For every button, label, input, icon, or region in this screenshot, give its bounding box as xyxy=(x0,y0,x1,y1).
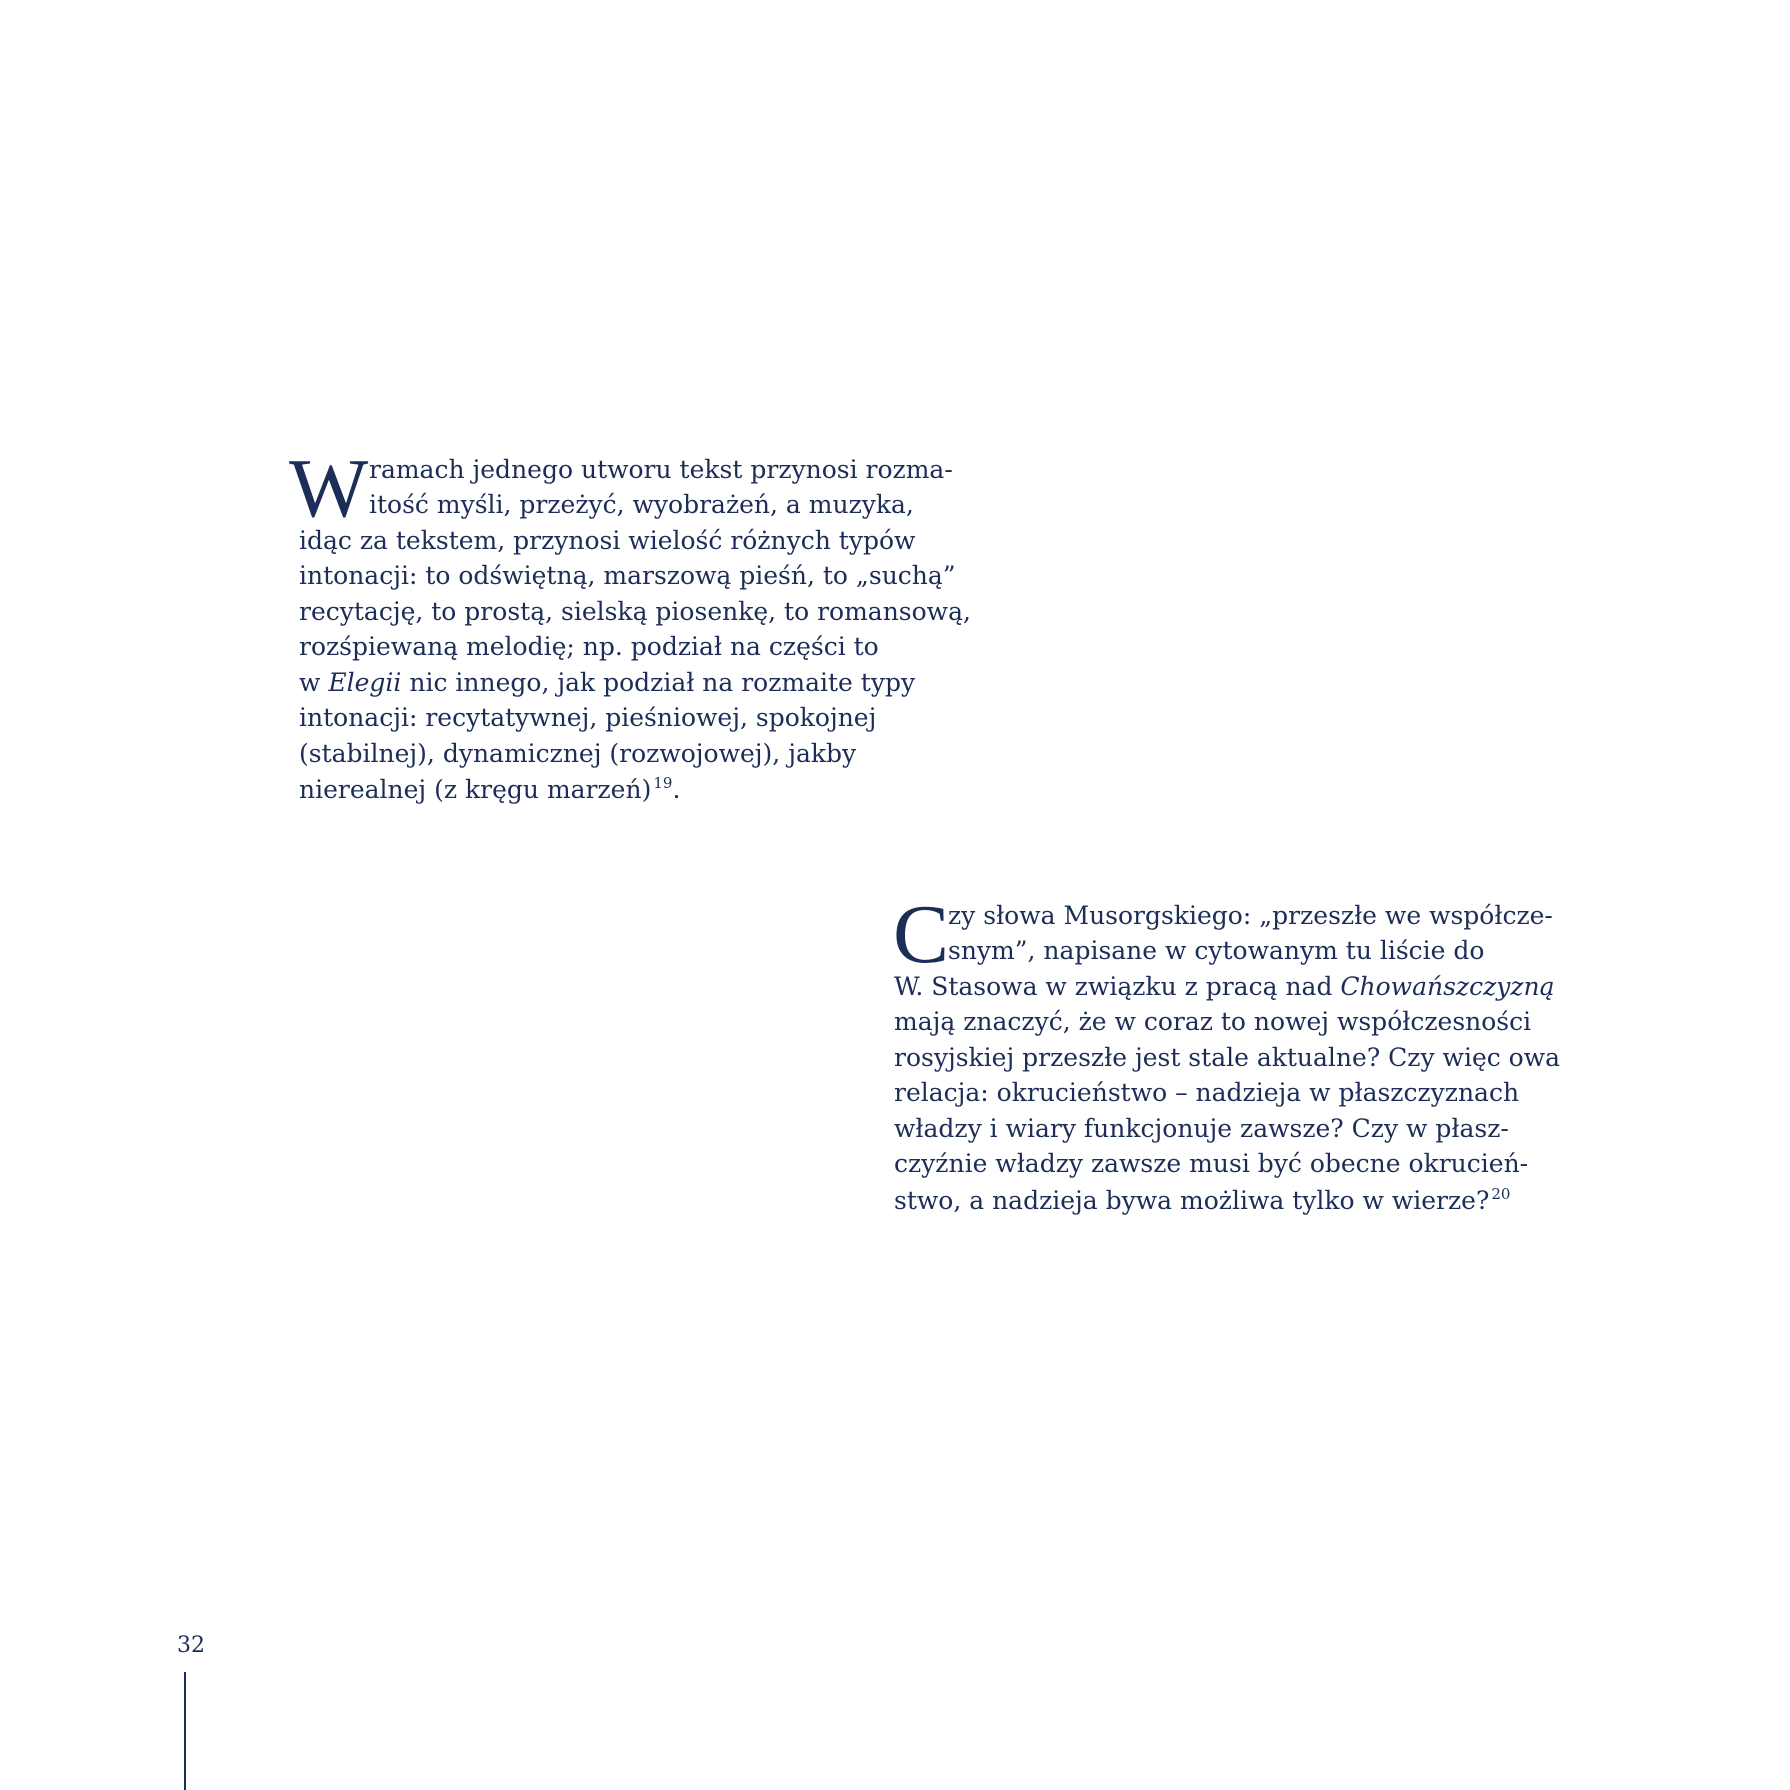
paragraph-2-line-9 xyxy=(894,1187,1510,1213)
paragraph-2-line-3 xyxy=(894,974,1555,999)
footnote-marker-20: 20 xyxy=(1491,1185,1511,1203)
paragraph-1-line-9: (stabilnej), dynamicznej (rozwojowej), jakby xyxy=(299,739,857,768)
line-7-start: w xyxy=(299,668,329,697)
line-10-period: . xyxy=(672,775,681,804)
dropcap-c: C xyxy=(893,888,950,981)
paragraph-1-line-10 xyxy=(299,776,680,802)
paragraph-2-line-4: mają znaczyć, że w coraz to nowej współczesności xyxy=(894,1007,1532,1036)
paragraph-1-line-8: intonacji: recytatywnej, pieśniowej, spokojnej xyxy=(299,703,877,732)
paragraph-1-line-4: intonacji: to odświętną, marszową pieśń, to „suchą” xyxy=(299,561,956,590)
italic-title-chowanszczyzna: Chowańszczyzną xyxy=(1340,972,1555,1001)
paragraph-1-line-1: ramach jednego utworu tekst przynosi rozma- xyxy=(369,455,953,484)
line-10-text: nierealnej (z kręgu marzeń) xyxy=(299,775,652,804)
line-7-end: nic innego, jak podział na rozmaite typy xyxy=(401,668,916,697)
paragraph-2-line-6: relacja: okrucieństwo – nadzieja w płaszczyznach xyxy=(894,1078,1520,1107)
footnote-marker-19: 19 xyxy=(653,774,673,792)
paragraph-1-line-5: recytację, to prostą, sielską piosenkę, to romansową, xyxy=(299,597,971,626)
paragraph-2-line-5: rosyjskiej przeszłe jest stale aktualne? Czy więc owa xyxy=(894,1043,1561,1072)
margin-rule xyxy=(184,1672,186,1790)
line-9-text: stwo, a nadzieja bywa możliwa tylko w wierze? xyxy=(894,1186,1490,1215)
paragraph-1-line-6: rozśpiewaną melodię; np. podział na części to xyxy=(299,632,879,661)
paragraph-1-line-7 xyxy=(299,670,915,695)
paragraph-1-line-2: itość myśli, przeżyć, wyobrażeń, a muzyka, xyxy=(369,490,914,519)
paragraph-2-line-8: czyźnie władzy zawsze musi być obecne okrucień- xyxy=(894,1149,1529,1178)
dropcap-w: W xyxy=(289,442,369,535)
paragraph-2-line-2: snym”, napisane w cytowanym tu liście do xyxy=(948,936,1485,965)
page-number: 32 xyxy=(177,1633,205,1658)
italic-title-elegii: Elegii xyxy=(328,668,402,697)
line-3-start: W. Stasowa w związku z pracą nad xyxy=(894,972,1341,1001)
paragraph-2-line-1: zy słowa Musorgskiego: „przeszłe we współcze- xyxy=(948,901,1553,930)
paragraph-1-line-3: idąc za tekstem, przynosi wielość różnych typów xyxy=(299,526,916,555)
paragraph-2-line-7: władzy i wiary funkcjonuje zawsze? Czy w płasz- xyxy=(894,1114,1509,1143)
